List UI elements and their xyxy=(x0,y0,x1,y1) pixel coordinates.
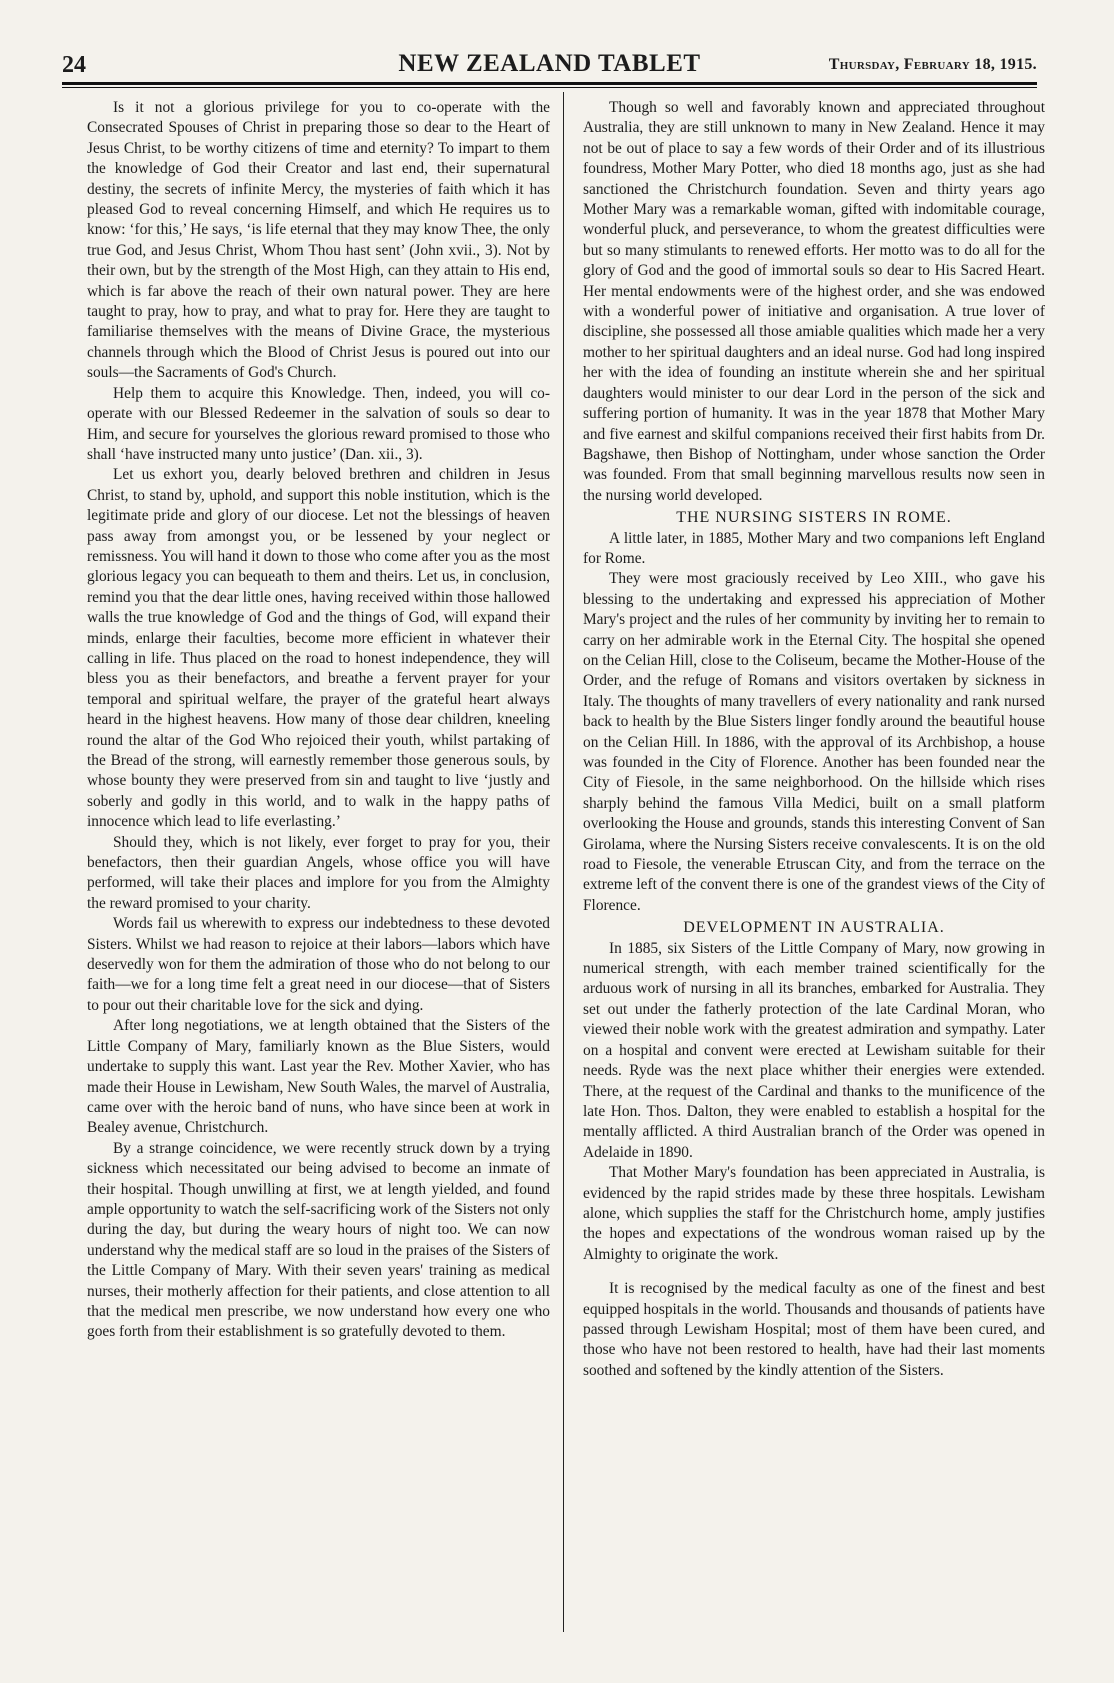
section-heading: THE NURSING SISTERS IN ROME. xyxy=(676,509,952,527)
paragraph: They were most graciously received by Leo XIII., who gave his blessing to the undertaking and expressed his appreciation of Mother Mary's project and the rules of her community by inviting her to remain to carry on her admirable work in the Eternal City. The hospital she opened on the Celian Hill, close to the Coliseum, became the Mother-House of the Order, and the refuge of Romans and visitors overtaken by sickness in Italy. The thoughts of many travellers of every nationality and rank nursed back to health by the Blue Sisters linger fondly around the beautiful house on the Celian Hill. In 1886, with the approval of its Archbishop, a house was founded in the City of Florence. Another has been founded near the City of Fiesole, in the same neighborhood. On the hillside which rises sharply behind the famous Villa Medici, built on a small platform overlooking the House and grounds, stands this interesting Convent of San Girolama, where the Nursing Sisters receive convalescents. It is on the old road to Fiesole, the venerable Etruscan City, and from the terrace on the extreme left of the convent there is one of the grandest views of the City of Florence. xyxy=(583,570,1045,914)
paragraph: It is recognised by the medical faculty as one of the finest and best equipped hospitals in the world. Thousands and thousands of patients have passed through Lewisham Hospital; most of them have been cured, and those who have not been restored to health, have had their last moments soothed and softened by the kindly attention of the Sisters. xyxy=(583,1280,1045,1379)
paragraph: Should they, which is not likely, ever forget to pray for you, their benefactors, then their guardian Angels, whose office you will have performed, will take their places and implore for you from the Almighty the reward promised to your charity. xyxy=(87,833,550,912)
paragraph: Help them to acquire this Knowledge. Then, indeed, you will co-operate with our Blessed Redeemer in the salvation of souls so dear to Him, and secure for yourselves the glorious reward promised to those who shall ‘have instructed many unto justice’ (Dan. xii., 3). xyxy=(87,384,550,463)
page-number: 24 xyxy=(62,52,86,78)
section-heading: DEVELOPMENT IN AUSTRALIA. xyxy=(683,919,945,937)
issue-date: Thursday, February 18, 1915. xyxy=(828,56,1037,73)
paragraph: Is it not a glorious privilege for you to co-operate with the Consecrated Spouses of Christ in preparing those so dear to the Heart of Jesus Christ, to be worthy citizens of time and eternity? To impart to them the knowledge of God their Creator and last end, their supernatural destiny, the secrets of infinite Mercy, the mysteries of faith which it has pleased God to reveal concerning Himself, and which He requires us to know: ‘for this,’ He says, ‘is life eternal that they may know Thee, the only true God, and Jesus Christ, Whom Thou hast sent’ (John xvii., 3). Not by their own, but by the strength of the Most High, can they attain to His end, which is far above the reach of their own natural power. They are here taught to pray, how to pray, and what to pray for. Here they are taught to familiarise themselves with the means of Divine Grace, the mysterious channels through which the Blood of Christ Jesus is poured out into our souls—the Sacraments of God's Church. xyxy=(87,99,550,382)
paragraph: That Mother Mary's foundation has been appreciated in Australia, is evidenced by the rapid strides made by these three hospitals. Lewisham alone, which supplies the staff for the Christchurch home, amply justifies the hopes and expectations of the wondrous woman raised up by the Almighty to originate the work. xyxy=(583,1164,1045,1263)
column-divider xyxy=(563,92,564,1632)
paragraph: A little later, in 1885, Mother Mary and two companions left England for Rome. xyxy=(583,529,1045,567)
paragraph: After long negotiations, we at length obtained that the Sisters of the Little Company of Mary, familiarly known as the Blue Sisters, would undertake to supply this want. Last year the Rev. Mother Xavier, who has made their House in Lewisham, New South Wales, the marvel of Australia, came over with the heroic band of nuns, who have since been at work in Bealey avenue, Christchurch. xyxy=(87,1017,550,1137)
paragraph: Words fail us wherewith to express our indebtedness to these devoted Sisters. Whilst we had reason to rejoice at their labors—labors which have deservedly won for them the admiration of those who do not belong to our faith—we for a long time felt a great need in our diocese—that of Sisters to pour out their charitable love for the sick and dying. xyxy=(87,915,550,1014)
left-column xyxy=(87,98,550,1343)
paragraph: In 1885, six Sisters of the Little Company of Mary, now growing in numerical strength, with each member trained scientifically for the arduous work of nursing in all its branches, embarked for Australia. They set out under the fatherly protection of the late Cardinal Moran, who viewed their noble work with the greatest admiration and sympathy. Later on a hospital and convent were erected at Lewisham suitable for their needs. Ryde was the next place whither their energies were extended. There, at the request of the Cardinal and thanks to the munificence of the late Hon. Thos. Dalton, they were enabled to establish a hospital for the mentally afflicted. A third Australian branch of the Order was opened in Adelaide in 1890. xyxy=(583,939,1045,1161)
paragraph: Let us exhort you, dearly beloved brethren and children in Jesus Christ, to stand by, uphold, and support this noble institution, which is the legitimate pride and glory of our diocese. Let not the blessings of heaven pass away from amongst you, or be lessened by your neglect or remissness. You will hand it down to those who come after you as the most glorious legacy you can bequeath to them and theirs. Let us, in conclusion, remind you that the dear little ones, having received within those hallowed walls the true knowledge of God and the things of God, will expand their minds, enlarge their faculties, become more efficient in whatever their calling in life. Thus placed on the road to honest independence, they will bless you as their benefactors, and breathe a fervent prayer for your temporal and spiritual welfare, the prayer of the grateful heart always heard in the highest heavens. How many of those dear children, kneeling round the altar of the God Who rejoiced their youth, whilst partaking of the Bread of the strong, will earnestly remember those generous souls, by whose bounty they were preserved from sin and taught to live ‘justly and soberly and godly in this world, and to walk in the happy paths of innocence which lead to life everlasting.’ xyxy=(87,466,550,831)
header-rule-thick xyxy=(62,82,1037,85)
paragraph: By a strange coincidence, we were recently struck down by a trying sickness which necessitated our being advised to become an inmate of their hospital. Though unwilling at first, we at length yielded, and found ample opportunity to watch the self-sacrificing work of the Sisters not only during the day, but during the weary hours of night too. We can now understand why the medical staff are so loud in the praises of the Sisters of the Little Company of Mary. With their seven years' training as medical nurses, their motherly affection for their patients, and close attention to all that the medical men prescribe, we now understand how every one who goes forth from their establishment is so gratefully devoted to them. xyxy=(87,1139,550,1341)
header-rule-thin xyxy=(62,87,1037,88)
masthead xyxy=(62,50,1037,80)
right-column xyxy=(583,98,1045,1381)
newspaper-title: NEW ZEALAND TABLET xyxy=(398,50,701,77)
paragraph: Though so well and favorably known and appreciated throughout Australia, they are still unknown to many in New Zealand. Hence it may not be out of place to say a few words of their Order and of its illustrious foundress, Mother Mary Potter, who died 18 months ago, just as she had sanctioned the Christchurch foundation. Seven and thirty years ago Mother Mary was a remarkable woman, gifted with indomitable courage, wonderful pluck, and perseverance, to whom the greatest difficulties were but so many stimulants to renewed efforts. Her motto was to do all for the glory of God and the good of immortal souls so dear to His Sacred Heart. Her mental endowments were of the highest order, and she was endowed with a wonderful power of initiative and organisation. A true lover of discipline, she possessed all those amiable qualities which made her a very mother to her spiritual daughters and an ideal nurse. God had long inspired her with the idea of founding an institute wherein she and her spiritual daughters would minister to our dear Lord in the person of the sick and suffering portion of humanity. It was in the year 1878 that Mother Mary and five earnest and skilful companions received their first habits from Dr. Bagshawe, then Bishop of Nottingham, under whose sanction the Order was founded. From that small beginning marvellous results now seen in the nursing world developed. xyxy=(583,99,1045,504)
